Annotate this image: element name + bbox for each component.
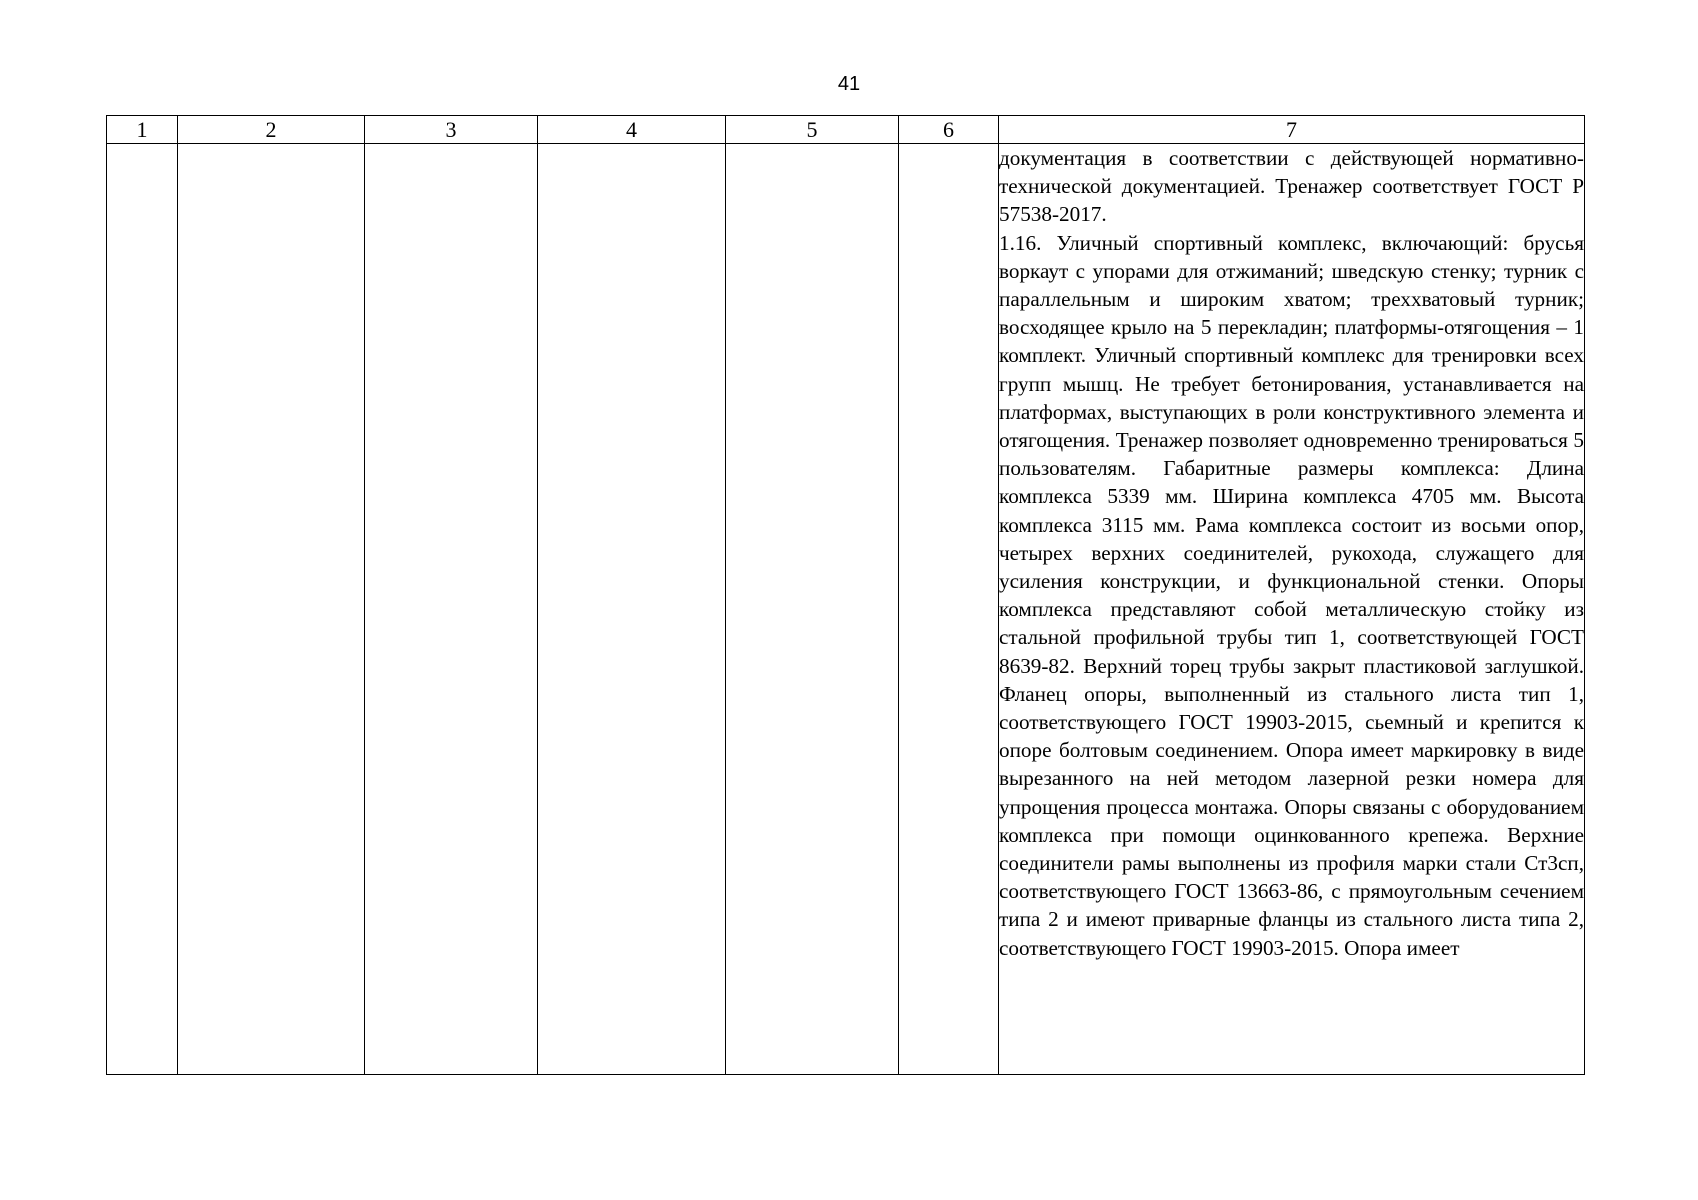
cell-col-1 [107,144,178,1075]
cell-col-5 [726,144,899,1075]
description-paragraph: 1.16. Уличный спортивный комплекс, включающий: брусья воркаут с упорами для отжиманий; шведскую стенку; турник с параллельным и широким хватом; треххватовый турник; восходящее крыло на 5 перекладин; платформы-отягощения – 1 комплект. Уличный спортивный комплекс для тренировки всех групп мышц. Не требует бетонирования, устанавливается на платформах, выступающих в роли конструктивного элемента и отягощения. Тренажер позволяет одновременно тренироваться 5 пользователям. Габаритные размеры комплекса: Длина комплекса 5339 мм. Ширина комплекса 4705 мм. Высота комплекса 3115 мм. Рама комплекса состоит из восьми опор, четырех верхних соединителей, рукохода, служащего для усиления конструкции, и функциональной стенки. Опоры комплекса представляют собой металлическую стойку из стальной профильной трубы тип 1, соответствующей ГОСТ 8639-82. Верхний торец трубы закрыт пластиковой заглушкой. Фланец опоры, выполненный из стального листа тип 1, соответствующего ГОСТ 19903-2015, сьемный и крепится к опоре болтовым соединением. Опора имеет маркировку в виде вырезанного на ней методом лазерной резки номера для упрощения процесса монтажа. Опоры связаны с оборудованием комплекса при помощи оцинкованного крепежа. Верхние соединители рамы выполнены из профиля марки стали Ст3сп, соответствующего ГОСТ 13663-86, с прямоугольным сечением типа 2 и имеют приварные фланцы из стального листа типа 2, соответствующего ГОСТ 19903-2015. Опора имеет [999,230,1584,960]
cell-col-4 [538,144,726,1075]
column-header-1: 1 [107,116,178,144]
table-row [107,144,1585,1075]
column-header-3: 3 [365,116,538,144]
column-header-4: 4 [538,116,726,144]
column-header-7: 7 [999,116,1585,144]
page-number: 41 [837,73,861,95]
spec-table [106,115,1585,1075]
header-row [107,116,1585,144]
cell-col-2 [178,144,365,1075]
column-header-6: 6 [899,116,999,144]
cell-col-7-description [999,144,1585,1075]
column-header-5: 5 [726,116,899,144]
description-paragraph: документация в соответствии с действующей нормативно-технической документацией. Тренажер соответствует ГОСТ Р 57538-2017. [999,146,1584,227]
cell-col-6 [899,144,999,1075]
column-header-2: 2 [178,116,365,144]
cell-col-3 [365,144,538,1075]
